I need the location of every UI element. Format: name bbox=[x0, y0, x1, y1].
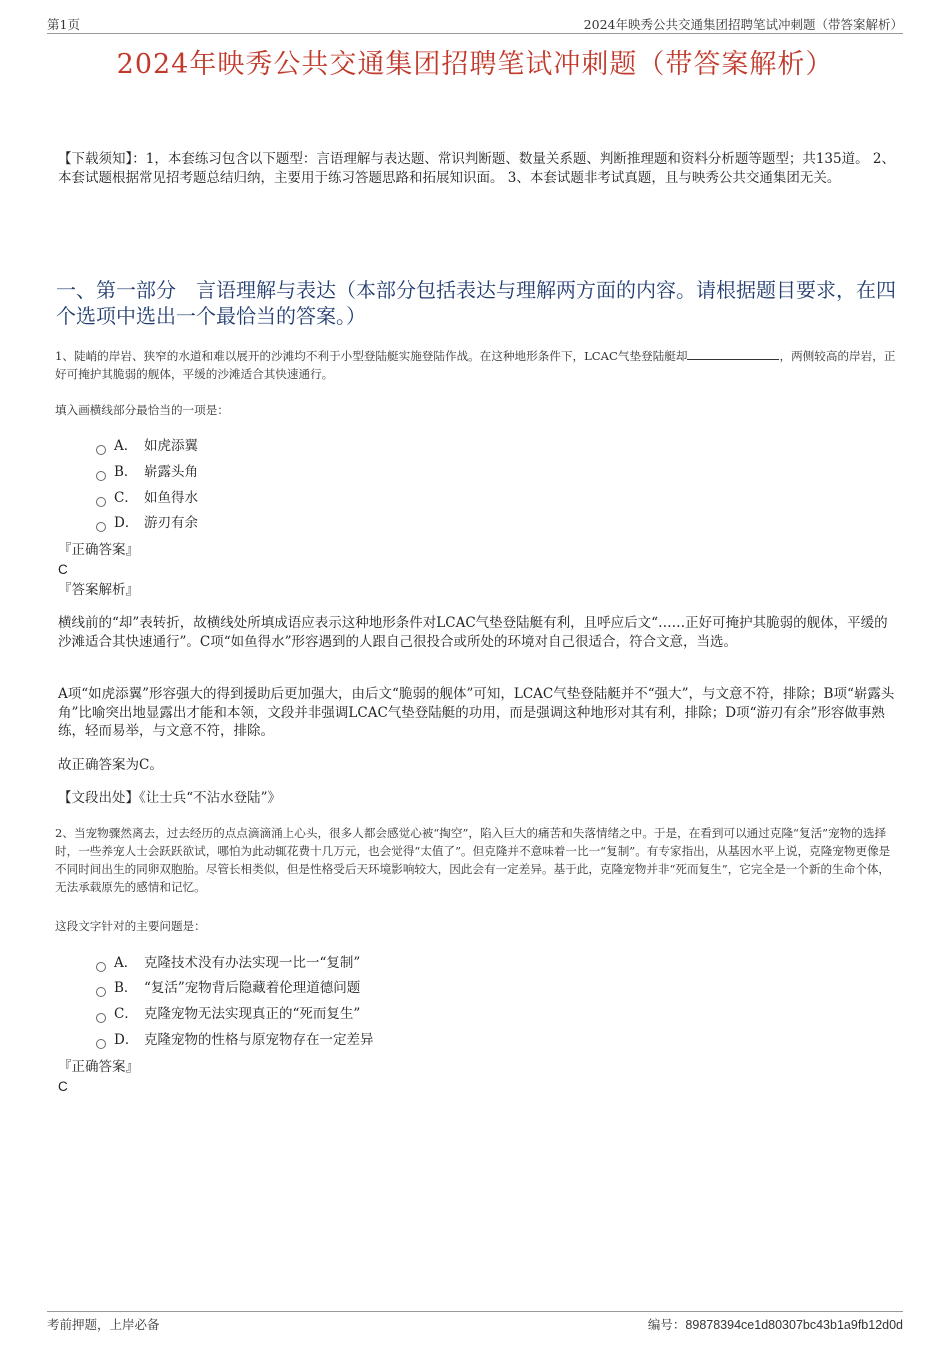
q1-option-b[interactable]: B． 崭露头角 bbox=[96, 462, 198, 482]
q1-stem-part-b: ，两侧较高的岸岩，正好可掩护其脆弱的舰体，平缓的沙滩适合其快速通行。 bbox=[55, 349, 896, 381]
radio-icon[interactable] bbox=[96, 522, 106, 532]
radio-icon[interactable] bbox=[96, 962, 106, 972]
footer-code: 编号：89878394ce1d80307bc43b1a9fb12d0d bbox=[647, 1317, 903, 1332]
page-header bbox=[47, 14, 903, 34]
radio-icon[interactable] bbox=[96, 987, 106, 997]
answer-blank bbox=[687, 347, 779, 360]
page-title: 2024年映秀公共交通集团招聘笔试冲刺题（带答案解析） bbox=[116, 49, 834, 80]
q2-option-d[interactable]: D． 克隆宠物的性格与原宠物存在一定差异 bbox=[96, 1030, 374, 1050]
page-number: 第1页 bbox=[47, 17, 80, 32]
radio-icon[interactable] bbox=[96, 1039, 106, 1049]
question-1-prompt: 填入画横线部分最恰当的一项是： bbox=[55, 403, 229, 417]
q1-conclusion: 故正确答案为C。 bbox=[58, 757, 163, 773]
q1-source: 【文段出处】《让士兵“不沾水登陆”》 bbox=[58, 790, 282, 806]
footer-slogan: 考前押题，上岸必备 bbox=[47, 1317, 160, 1332]
q1-analysis-label: 『答案解析』 bbox=[58, 582, 139, 598]
page-footer bbox=[47, 1311, 903, 1332]
q1-answer-label: 『正确答案』 bbox=[58, 542, 139, 558]
q1-analysis-paragraph-1: 横线前的“却”表转折，故横线处所填成语应表示这种地形条件对LCAC气垫登陆艇有利，且呼应后文“……正好可掩护其脆弱的舰体，平缓的沙滩适合其快速通行”。C项“如鱼得水”形容遇到的人跟自己很投合或所处的环境对自己很适合，符合文意，当选。 bbox=[58, 615, 888, 650]
q2-answer-label: 『正确答案』 bbox=[58, 1059, 139, 1075]
q2-option-c[interactable]: C． 克隆宠物无法实现真正的“死而复生” bbox=[96, 1004, 360, 1024]
radio-icon[interactable] bbox=[96, 497, 106, 507]
section-heading: 一、第一部分 言语理解与表达（本部分包括表达与理解两方面的内容。请根据题目要求，在四个选项中选出一个最恰当的答案。） bbox=[56, 278, 896, 328]
q1-stem-part-a: 1、陡峭的岸岩、狭窄的水道和难以展开的沙滩均不利于小型登陆艇实施登陆作战。在这种地形条件下，LCAC气垫登陆艇却 bbox=[55, 349, 688, 363]
question-1-stem bbox=[55, 347, 898, 383]
header-doc-title: 2024年映秀公共交通集团招聘笔试冲刺题（带答案解析） bbox=[583, 17, 903, 32]
q2-answer: C bbox=[58, 1079, 68, 1094]
radio-icon[interactable] bbox=[96, 1013, 106, 1023]
question-2-prompt: 这段文字针对的主要问题是： bbox=[55, 919, 206, 933]
q1-option-a[interactable]: A． 如虎添翼 bbox=[96, 436, 198, 456]
q2-option-a[interactable]: A． 克隆技术没有办法实现一比一“复制” bbox=[96, 953, 360, 973]
q1-analysis-paragraph-2: A项“如虎添翼”形容强大的得到援助后更加强大，由后文“脆弱的舰体”可知，LCAC气垫登陆艇并不“强大”，与文意不符，排除；B项“崭露头角”比喻突出地显露出才能和本领，文段并非强调LCAC气垫登陆艇的功用，而是强调这种地形对其有利，排除；D项“游刃有余”形容做事熟练，轻而易举，与文意不符，排除。 bbox=[58, 686, 895, 739]
question-2-stem: 2、当宠物骤然离去，过去经历的点点滴滴涌上心头，很多人都会感觉心被“掏空”，陷入巨大的痛苦和失落情绪之中。于是，在看到可以通过克隆“复活”宠物的选择时，一些养宠人士会跃跃欲试，哪怕为此动辄花费十几万元，也会觉得“太值了”。但克隆并不意味着一比一“复制”。有专家指出，从基因水平上说，克隆宠物更像是不同时间出生的同卵双胞胎。尽管长相类似，但是性格受后天环境影响较大，因此会有一定差异。基于此，克隆宠物并非“死而复生”，它完全是一个新的生命个体，无法承载原先的感情和记忆。 bbox=[55, 826, 891, 894]
q2-option-b[interactable]: B． “复活”宠物背后隐藏着伦理道德问题 bbox=[96, 978, 360, 998]
q1-option-d[interactable]: D． 游刃有余 bbox=[96, 513, 198, 533]
radio-icon[interactable] bbox=[96, 471, 106, 481]
q1-option-c[interactable]: C． 如鱼得水 bbox=[96, 488, 198, 508]
radio-icon[interactable] bbox=[96, 445, 106, 455]
download-notice: 【下载须知】：1，本套练习包含以下题型：言语理解与表达题、常识判断题、数量关系题、判断推理题和资料分析题等题型；共135道。 2、本套试题根据常见招考题总结归纳，主要用于练习答题思路和拓展知识面。 3、本套试题非考试真题，且与映秀公共交通集团无关。 bbox=[58, 151, 895, 186]
q1-answer: C bbox=[58, 562, 68, 577]
